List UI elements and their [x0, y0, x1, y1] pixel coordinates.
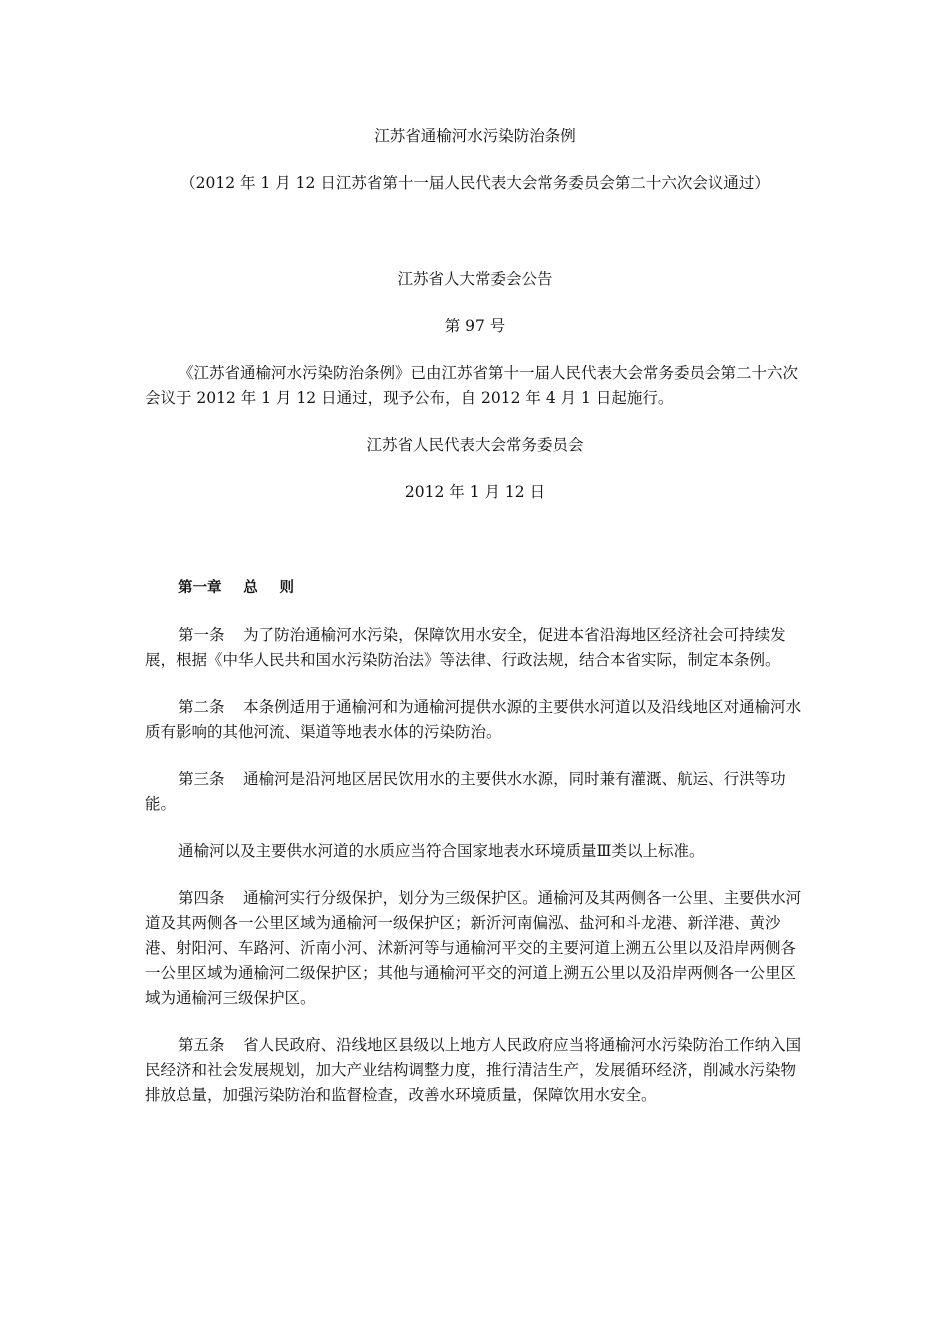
- article-text: 通榆河是沿河地区居民饮用水的主要供水水源，同时兼有灌溉、航运、行洪等功能。: [145, 770, 786, 813]
- announcement-date: 2012 年 1 月 12 日: [404, 483, 546, 501]
- chapter-title-char-1: 总: [243, 580, 258, 596]
- announcement-heading: 江苏省人大常委会公告: [397, 270, 553, 288]
- article-text: 通榆河以及主要供水河道的水质应当符合国家地表水环境质量Ⅲ类以上标准。: [178, 842, 705, 860]
- article-label: 第三条: [178, 770, 225, 788]
- article-4: [145, 886, 805, 1011]
- document-body: [145, 124, 805, 1108]
- adoption-note: （2012 年 1 月 12 日江苏省第十一届人民代表大会常务委员会第二十六次会议通过）: [180, 174, 770, 192]
- chapter-heading: [145, 576, 805, 601]
- article-label: 第五条: [178, 1036, 225, 1054]
- article-label: 第一条: [178, 626, 225, 644]
- article-3: [145, 767, 805, 817]
- article-label: 第二条: [178, 698, 225, 716]
- article-text: 为了防治通榆河水污染，保障饮用水安全，促进本省沿海地区经济社会可持续发展，根据《中华人民共和国水污染防治法》等法律、行政法规，结合本省实际，制定本条例。: [145, 626, 786, 669]
- document-title: 江苏省通榆河水污染防治条例: [374, 127, 576, 145]
- article-text: 通榆河实行分级保护，划分为三级保护区。通榆河及其两侧各一公里、主要供水河道及其两侧各一公里区域为通榆河一级保护区；新沂河南偏泓、盐河和斗龙港、新洋港、黄沙港、射阳河、车路河、沂南小河、沭新河等与通榆河平交的主要河道上溯五公里以及沿岸两侧各一公里区域为通榆河二级保护区；其他与通榆河平交的河道上溯五公里以及沿岸两侧各一公里区域为通榆河三级保护区。: [145, 889, 802, 1007]
- article-label: 第四条: [178, 889, 225, 907]
- article-1: [145, 623, 805, 673]
- announcement-body: 《江苏省通榆河水污染防治条例》已由江苏省第十一届人民代表大会常务委员会第二十六次会议于 2012 年 1 月 12 日通过，现予公布，自 2012 年 4 月 1 日起施行。: [145, 364, 799, 407]
- announcement-issuer: 江苏省人民代表大会常务委员会: [366, 436, 584, 454]
- article-text: 本条例适用于通榆河和为通榆河提供水源的主要供水河道以及沿线地区对通榆河水质有影响的其他河流、渠道等地表水体的污染防治。: [145, 698, 802, 741]
- chapter-title-char-2: 则: [279, 580, 294, 596]
- article-5: [145, 1033, 805, 1108]
- announcement-number: 第 97 号: [444, 317, 506, 335]
- article-text: 省人民政府、沿线地区县级以上地方人民政府应当将通榆河水污染防治工作纳入国民经济和社会发展规划，加大产业结构调整力度，推行清洁生产，发展循环经济，削减水污染物排放总量，加强污染防治和监督检查，改善水环境质量，保障饮用水安全。: [145, 1036, 802, 1104]
- article-2: [145, 695, 805, 745]
- article-3-paragraph-2: [145, 839, 805, 864]
- chapter-number: 第一章: [178, 580, 222, 596]
